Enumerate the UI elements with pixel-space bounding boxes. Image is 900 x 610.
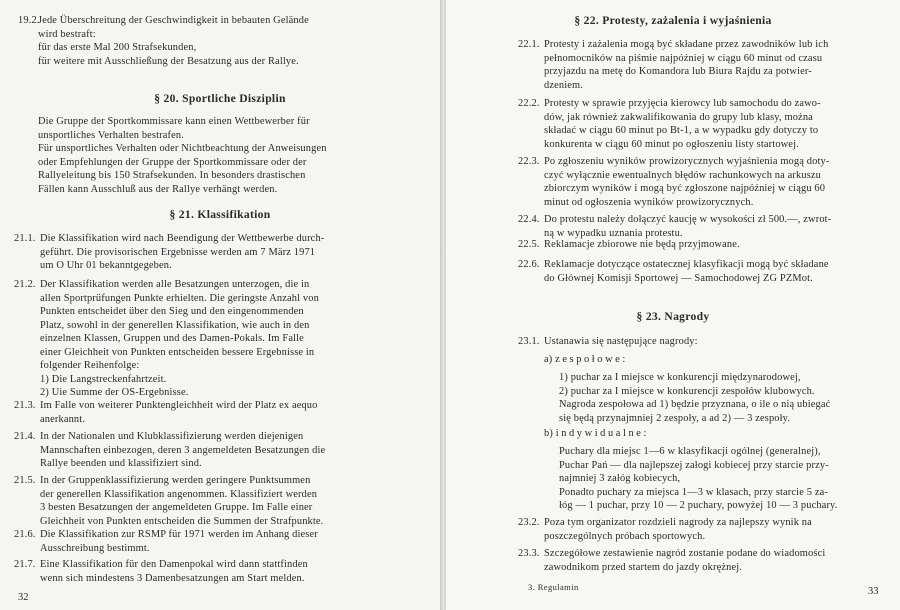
prize-group-a-heading (544, 353, 884, 367)
paragraph-text: Puchary dla miejsc 1—6 w klasyfikacji ogólnej (generalnej), Puchar Pań — dla najlepszej załogi kobiecej przy starcie przy- najmniej 3 załóg kobiecych, Ponadto puchary za miejsca 1—3 w klasach, przy starcie 5 za- łóg — 1 puchar, przy 10 — 2 puchary, powyżej 10 — 3 puchary. (559, 446, 838, 511)
paragraph-text: Szczegółowe zestawienie nagród zostanie podane do wiadomości zawodnikom przed startem do jazdy okrężnej. (544, 548, 826, 573)
paragraph-text: 1) puchar za I miejsce w konkurencji międzynarodowej, 2) puchar za I miejsce w konkurencji zespołów klubowych. Nagroda zespołowa ad 1) będzie przyznana, o ile o nią ubiegać się będą przynajmniej 2 zespoły, a ad 2) — 3 zespoły. (559, 372, 831, 424)
paragraph-20 (38, 115, 418, 196)
paragraph-21-5 (14, 474, 418, 528)
paragraph-21-6 (14, 528, 418, 555)
paragraph-number: 22.1. (518, 39, 540, 50)
section-heading-21: § 21. Klassifikation (169, 208, 271, 221)
paragraph-23-2 (518, 516, 888, 543)
prize-group-b-text (559, 445, 889, 513)
paragraph-22-6 (518, 258, 888, 285)
paragraph-number: 22.6. (518, 259, 540, 270)
prize-group-b-heading (544, 427, 884, 441)
paragraph-text: Reklamacje zbiorowe nie będą przyjmowane. (544, 239, 740, 250)
paragraph-21-7 (14, 558, 418, 585)
paragraph-number: 22.4. (518, 214, 540, 225)
paragraph-text: Reklamacje dotyczące ostatecznej klasyfikacji mogą być składane do Głównej Komisji Sportowej — Samochodowej ZG PZMot. (544, 259, 829, 284)
paragraph-number: 22.3. (518, 156, 540, 167)
list-marker: a) (544, 354, 553, 365)
paragraph-number: 23.2. (518, 517, 540, 528)
paragraph-text: Die Klassifikation wird nach Beendigung der Wettbewerbe durch- geführt. Die provisorischen Ergebnisse werden am 7 März 1971 um O Uhr 01 bekanntgegeben. (40, 233, 325, 271)
paragraph-number: 19.2. (18, 15, 40, 26)
paragraph-22-1 (518, 38, 888, 92)
list-marker: b) (544, 428, 553, 439)
paragraph-text: Die Gruppe der Sportkommissare kann einen Wettbewerber für unsportliches Verhalten bestrafen. Für unsportliches Verhalten oder Nichtbeachtung der Anweisungen oder Empfehlungen der Gruppe der Sportkommissare oder der Rallyeleitung bis 150 Strafsekunden. In besonders drastischen Fällen kann Ausschluß aus der Rallye verhängt werden. (38, 116, 327, 195)
paragraph-text: Eine Klassifikation für den Damenpokal wird dann stattfinden wenn sich mindestens 3 Damenbesatzungen am Start melden. (40, 559, 308, 584)
footer-note: 3. Regulamin (528, 582, 579, 592)
prize-group-title: indywidualne: (555, 428, 649, 439)
paragraph-number: 22.5. (518, 239, 540, 250)
paragraph-23-3 (518, 547, 888, 574)
page-number: 32 (18, 592, 29, 603)
paragraph-22-5 (518, 238, 888, 252)
paragraph-21-3 (14, 399, 418, 426)
paragraph-21-4 (14, 430, 418, 471)
paragraph-19-2 (18, 14, 418, 68)
right-page (446, 0, 900, 610)
paragraph-number: 21.6. (14, 529, 36, 540)
paragraph-text: Im Falle von weiterer Punktengleichheit wird der Platz ex aequo anerkannt. (40, 400, 318, 425)
paragraph-text: In der Gruppenklassifizierung werden geringere Punktsummen der generellen Klassifikation angenommen. Klassifiziert werden 3 besten Besatzungen der angemeldeten Gruppe. Im Falle einer Gleichheit von Punkten entscheiden die Summen der Strafpunkte. (40, 475, 324, 527)
paragraph-text: Po zgłoszeniu wyników prowizorycznych wyjaśnienia mogą doty- czyć wyłącznie ewentualnych błędów rachunkowych na arkuszu zbiorczym wyników i mogą być zgłoszone najpóźniej w ciągu 60 minut od ogłoszenia wyników prowizorycznych. (544, 156, 830, 208)
page-number: 33 (868, 586, 879, 597)
paragraph-number: 21.1. (14, 233, 36, 244)
paragraph-text: Protesty i zażalenia mogą być składane przez zawodników lub ich pełnomocników na piśmie najpóźniej w ciągu 60 minut od czasu przyjazdu na metę do Komandora lub Biura Rajdu za potwier- dzeniem. (544, 39, 829, 91)
paragraph-text: In der Nationalen und Klubklassifizierung werden diejenigen Mannschaften einbezogen, deren 3 angemeldeten Besatzungen die Rallye beenden und klassifiziert sind. (40, 431, 326, 469)
paragraph-number: 21.2. (14, 279, 36, 290)
paragraph-text: Der Klassifikation werden alle Besatzungen unterzogen, die in allen Sportprüfungen Punkte erhielten. Die geringste Anzahl von Punkten entscheidet über den Sieg und den eingenommenden Platz, sowohl in der generellen Klassifikation, wie auch in den einzelnen Klassen, Gruppen und des Damen-Pokals. Im Falle einer Gleichheit von Punkten entscheiden bessere Ergebnisse in folgender Reihenfolge: 1) Die Langstreckenfahrtzeit. 2) Uie Summe der OS-Ergebnisse. (40, 279, 319, 398)
paragraph-number: 21.7. (14, 559, 36, 570)
paragraph-number: 21.5. (14, 475, 36, 486)
paragraph-text: Jede Überschreitung der Geschwindigkeit in bebauten Gelände wird bestraft: für das erste Mal 200 Strafsekunden, für weitere mit Ausschließung der Besatzung aus der Rallye. (38, 15, 309, 67)
section-heading-20: § 20. Sportliche Disziplin (154, 92, 286, 105)
section-heading-23: § 23. Nagrody (636, 310, 710, 323)
paragraph-21-1 (14, 232, 418, 273)
prize-group-a-text (559, 371, 889, 425)
paragraph-text: Poza tym organizator rozdzieli nagrody za najlepszy wynik na poszczególnych próbach sportowych. (544, 517, 812, 542)
paragraph-23-1 (518, 335, 888, 349)
left-page (0, 0, 440, 610)
paragraph-text: Protesty w sprawie przyjęcia kierowcy lub samochodu do zawo- dów, jak również zakwalifikowania do grupy lub klasy, można składać w ciągu 60 minut po Bt-1, a w wypadku gdy dotyczy to konkurenta w ciągu 60 minut po ogłoszeniu listy startowej. (544, 98, 821, 150)
paragraph-number: 23.3. (518, 548, 540, 559)
paragraph-22-3 (518, 155, 888, 209)
paragraph-number: 21.4. (14, 431, 36, 442)
paragraph-number: 22.2. (518, 98, 540, 109)
paragraph-21-2 (14, 278, 418, 400)
prize-group-title: zespołowe: (555, 354, 628, 365)
paragraph-text: Ustanawia się następujące nagrody: (544, 336, 698, 347)
paragraph-number: 21.3. (14, 400, 36, 411)
paragraph-text: Do protestu należy dołączyć kaucję w wysokości zł 500.—, zwrot- ną w wypadku uznania protestu. (544, 214, 832, 239)
paragraph-number: 23.1. (518, 336, 540, 347)
paragraph-text: Die Klassifikation zur RSMP für 1971 werden im Anhang dieser Ausschreibung bestimmt. (40, 529, 318, 554)
section-heading-22: § 22. Protesty, zażalenia i wyjaśnienia (574, 14, 772, 27)
paragraph-22-4 (518, 213, 888, 240)
paragraph-22-2 (518, 97, 888, 151)
